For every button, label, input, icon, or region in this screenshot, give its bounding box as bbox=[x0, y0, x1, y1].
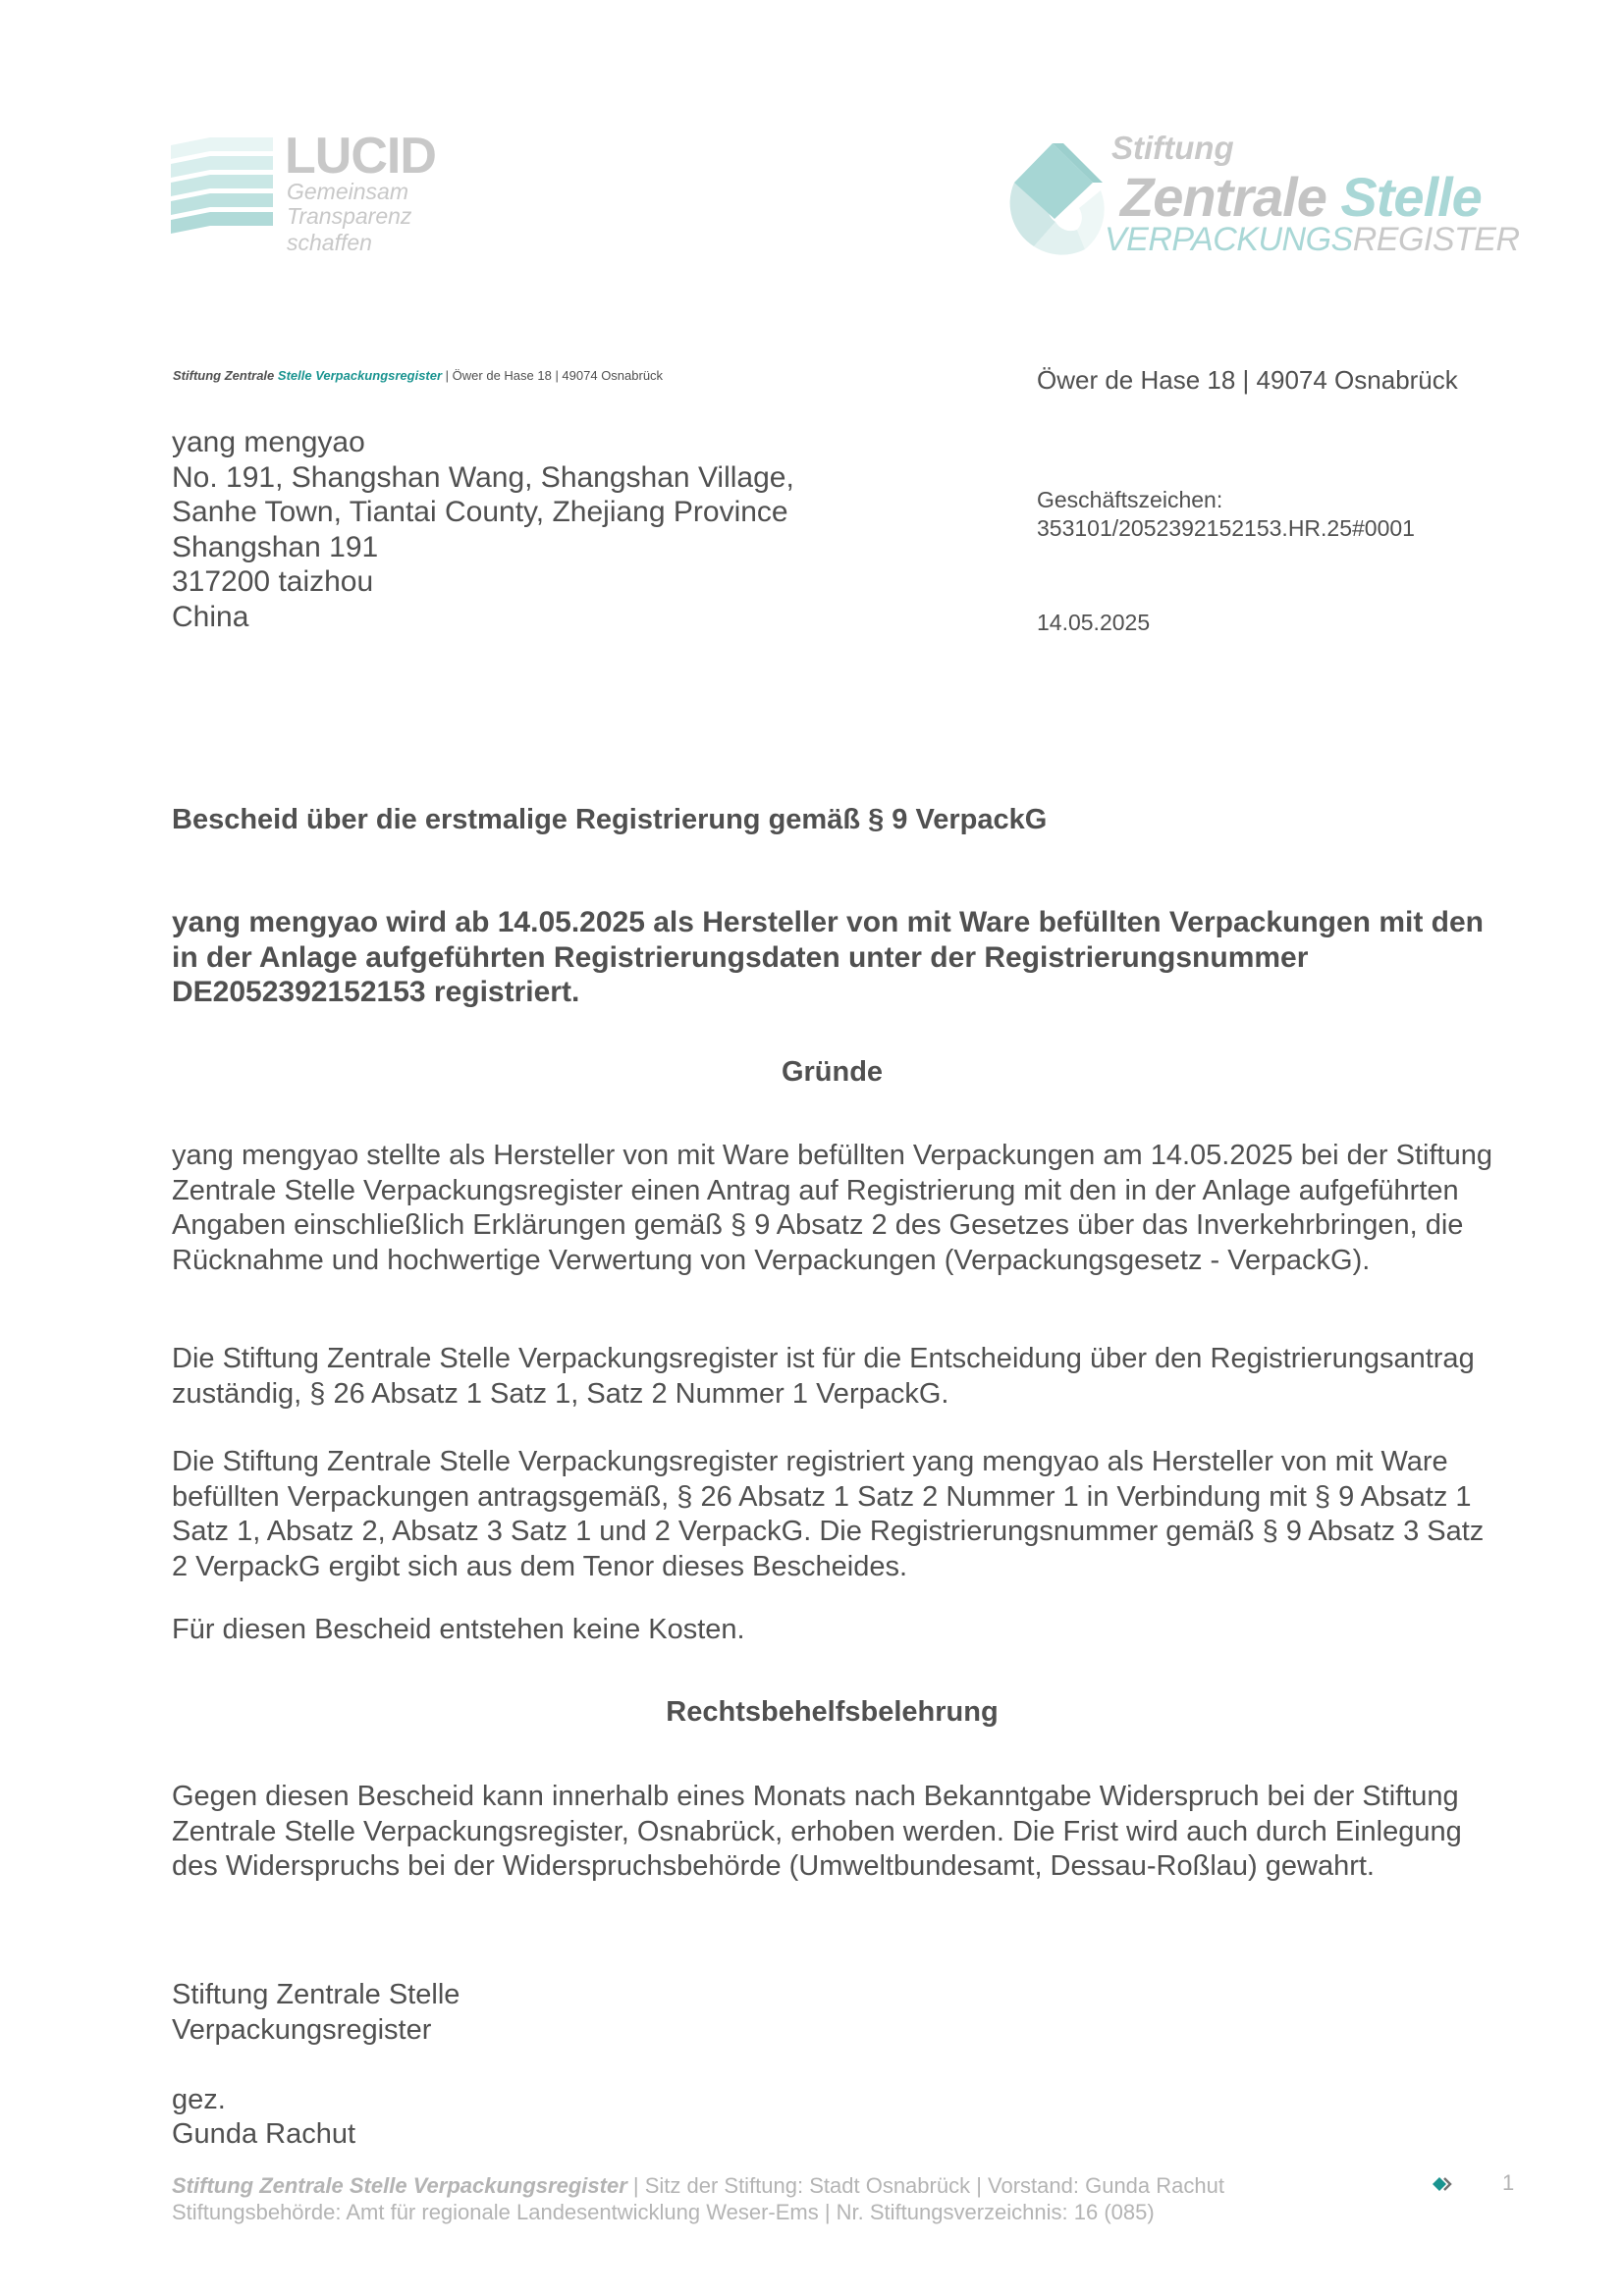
zsvr-zentrale: Zentrale bbox=[1120, 166, 1326, 228]
lucid-wordmark: LUCID bbox=[285, 128, 436, 185]
recipient-address bbox=[172, 425, 794, 634]
sender-return-line bbox=[173, 368, 663, 383]
reference-value: 353101/2052392152153.HR.25#0001 bbox=[1037, 515, 1415, 541]
legal-remedy-text: Gegen diesen Bescheid kann innerhalb eines Monats nach Bekanntgabe Widerspruch bei der Stiftung Zentrale Stelle Verpackungsregister, Osnabrück, erhoben werden. Die Frist wird auch durch Einlegung des Widerspruchs bei der Widerspruchsbehörde (Umweltbundesamt, Dessau-Roßlau) gewahrt. bbox=[172, 1781, 1462, 1882]
org-address: Öwer de Hase 18 | 49074 Osnabrück bbox=[1037, 365, 1458, 395]
page-number: 1 bbox=[1502, 2170, 1515, 2195]
reasons-heading: Gründe bbox=[781, 1056, 884, 1088]
zsvr-verpackungs: VERPACKUNGS bbox=[1105, 221, 1353, 258]
footer-line-1 bbox=[172, 2172, 1224, 2199]
diamond-chevron-icon bbox=[1433, 2175, 1454, 2193]
footer-org: Stiftung Zentrale Stelle Verpackungsregister bbox=[172, 2173, 627, 2198]
costs-paragraph: Für diesen Bescheid entstehen keine Kosten. bbox=[172, 1614, 745, 1645]
sender-org-part2: Stelle Verpackungsregister bbox=[277, 368, 443, 383]
legal-remedy-heading: Rechtsbehelfsbelehrung bbox=[666, 1696, 999, 1728]
zsvr-stelle: Stelle bbox=[1340, 166, 1482, 228]
recipient-line: Shangshan 191 bbox=[172, 530, 379, 563]
zsvr-emblem-icon bbox=[999, 133, 1107, 257]
reasons-paragraph: yang mengyao stellte als Hersteller von mit Ware befüllten Verpackungen am 14.05.2025 bei der Stiftung Zentrale Stelle Verpackungsregister einen Antrag auf Registrierung mit den in der Anlage aufgeführten Angaben einschließlich Erklärungen gemäß § 9 Absatz 2 des Gesetzes über das Inverkehrbringen, die Rücknahme und hochwertige Verwertung von Verpackungen (Verpackungsgesetz - VerpackG). bbox=[172, 1140, 1492, 1276]
footer-line-2: Stiftungsbehörde: Amt für regionale Landesentwicklung Weser-Ems | Nr. Stiftungsverzeichnis: 16 (085) bbox=[172, 2200, 1155, 2224]
zsvr-logo bbox=[997, 128, 1527, 265]
recipient-name: yang mengyao bbox=[172, 426, 365, 458]
recipient-country: China bbox=[172, 600, 249, 633]
zsvr-register: REGISTER bbox=[1352, 221, 1520, 258]
signature-org-2: Verpackungsregister bbox=[172, 2013, 432, 2046]
footer-line-1-rest: | Sitz der Stiftung: Stadt Osnabrück | Vorstand: Gunda Rachut bbox=[626, 2173, 1224, 2198]
zsvr-line-2 bbox=[1120, 165, 1482, 229]
reasons-paragraph: Die Stiftung Zentrale Stelle Verpackungsregister registriert yang mengyao als Hersteller von mit Ware befüllten Verpackungen antragsgemäß, § 26 Absatz 1 Satz 2 Nummer 1 in Verbindung mit § 9 Absatz 1 Satz 1, Absatz 2, Absatz 3 Satz 1 und 2 VerpackG. Die Registrierungsnummer gemäß § 9 Absatz 3 Satz 2 VerpackG ergibt sich aus dem Tenor dieses Bescheides. bbox=[172, 1446, 1485, 1582]
lucid-tagline-1: Gemeinsam bbox=[287, 179, 408, 204]
lucid-tagline-2: Transparenz schaffen bbox=[287, 203, 412, 255]
letter-date: 14.05.2025 bbox=[1037, 610, 1151, 635]
decision-tenor: yang mengyao wird ab 14.05.2025 als Hersteller von mit Ware befüllten Verpackungen mit den in der Anlage aufgeführten Registrierungsdaten unter der Registrierungsnummer DE2052392152153 registriert. bbox=[172, 906, 1485, 1008]
zsvr-line-3 bbox=[1105, 221, 1520, 259]
sender-address: | Öwer de Hase 18 | 49074 Osnabrück bbox=[442, 368, 664, 383]
subject-line: Bescheid über die erstmalige Registrierung gemäß § 9 VerpackG bbox=[172, 804, 1048, 835]
recipient-line: No. 191, Shangshan Wang, Shangshan Village, bbox=[172, 460, 794, 494]
reasons-paragraph: Die Stiftung Zentrale Stelle Verpackungsregister ist für die Entscheidung über den Registrierungsantrag zuständig, § 26 Absatz 1 Satz 1, Satz 2 Nummer 1 VerpackG. bbox=[172, 1343, 1475, 1410]
lucid-layers-icon bbox=[171, 137, 273, 236]
signature-gez: gez. bbox=[172, 2083, 226, 2115]
reference-label: Geschäftszeichen: bbox=[1037, 487, 1223, 512]
signature-org-1: Stiftung Zentrale Stelle bbox=[172, 1979, 460, 2010]
signature-spacer bbox=[172, 2048, 1492, 2083]
zsvr-line-1: Stiftung bbox=[1111, 130, 1234, 166]
page-footer bbox=[172, 2172, 1224, 2225]
recipient-line: 317200 taizhou bbox=[172, 565, 374, 598]
lucid-logo bbox=[169, 128, 503, 255]
reference-block bbox=[1037, 486, 1415, 543]
signature-name: Gunda Rachut bbox=[172, 2118, 356, 2150]
sender-org-part1: Stiftung Zentrale bbox=[173, 368, 275, 383]
signature-block bbox=[172, 1978, 1492, 2153]
recipient-line: Sanhe Town, Tiantai County, Zhejiang Province bbox=[172, 496, 788, 528]
